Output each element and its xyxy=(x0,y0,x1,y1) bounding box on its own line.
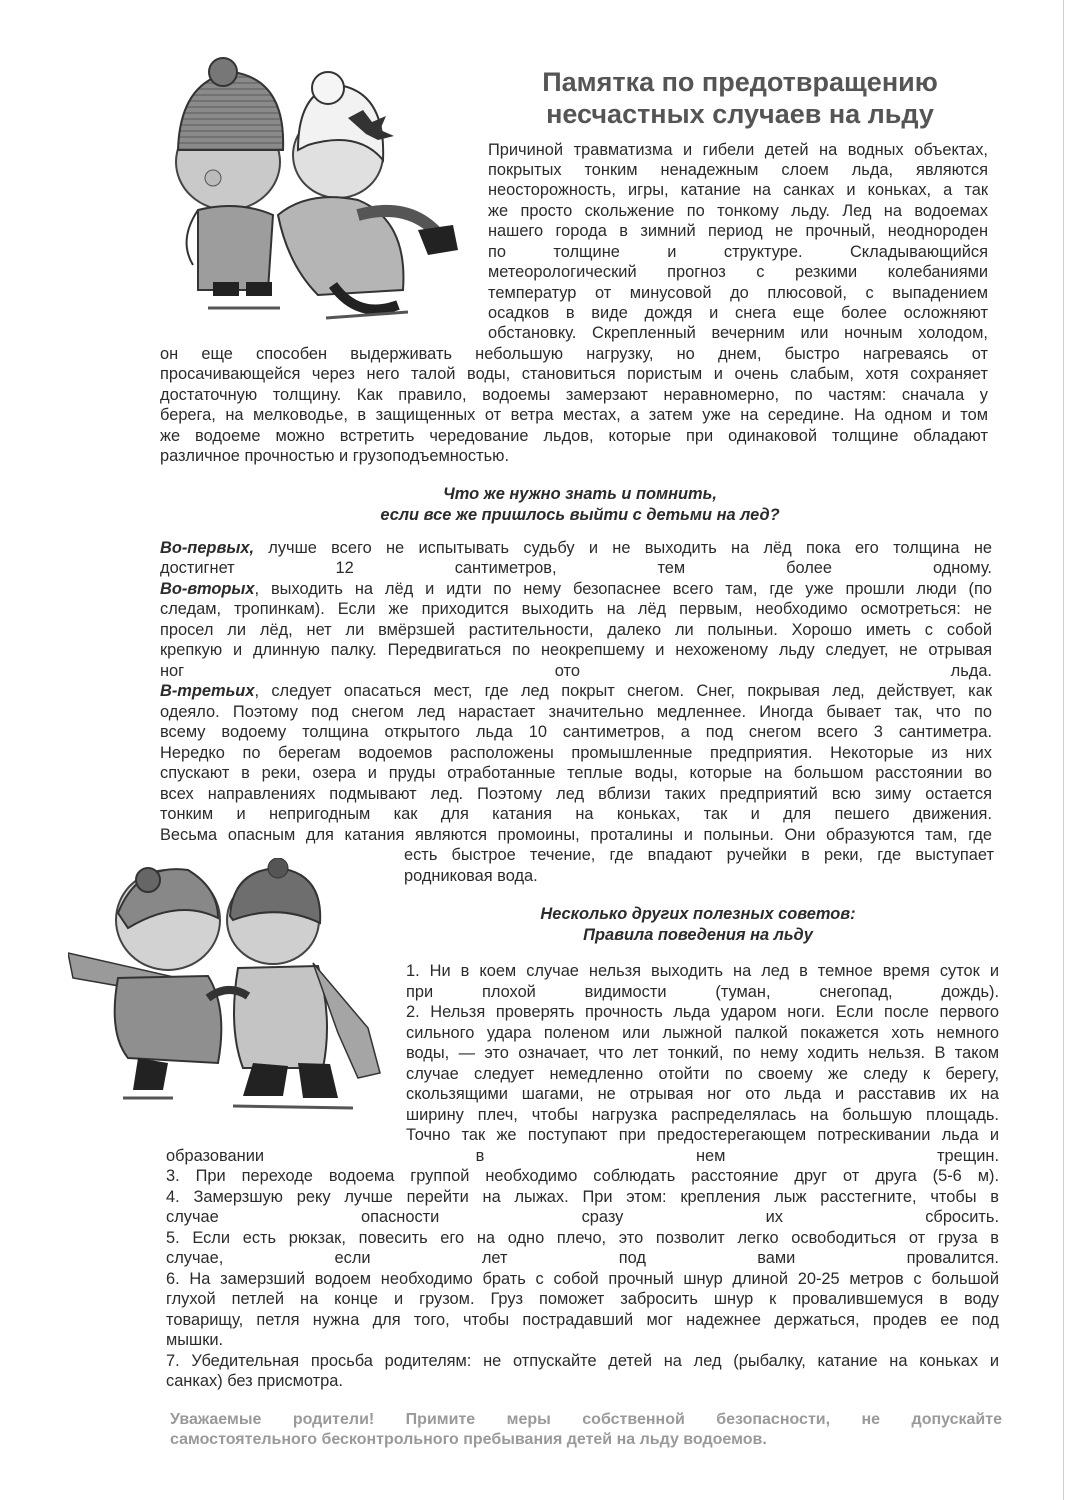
rule-wide-line-2: 3. При переходе водоема группой необходимо соблюдать расстояние друг от друга (5-6 м). xyxy=(166,1167,999,1185)
rule-wide-line-3: 4. Замерзшую реку лучше перейти на лыжах. При этом: крепления лыж расстегните, чтобы в xyxy=(166,1188,999,1206)
page-edge-line xyxy=(1063,0,1064,1500)
third-point-line-5: спускают в реки, озера и пруды отработанные теплые воды, которые на большом расстоянии во xyxy=(160,764,992,782)
intro-wide-line-1: он еще способен выдерживать небольшую нагрузку, но днем, быстро нагреваясь от xyxy=(160,345,988,363)
intro-wide-line-4: берега, на мелководье, в защищенных от ветра местах, а затем уже на середине. На одном и том xyxy=(160,406,988,424)
rule-line-1: 1. Ни в коем случае нельзя выходить на лед в темное время суток и xyxy=(406,962,999,980)
intro-last-line: различное прочностью и грузоподъемностью. xyxy=(160,447,509,465)
page-title xyxy=(470,66,1010,130)
rule-wide-line-7: 6. На замерзший водоем необходимо брать с собой прочный шнур длиной 20-25 метров с большой xyxy=(166,1270,999,1288)
title-line-1: Памятка по предотвращению xyxy=(542,67,938,97)
intro-line-5: нашего города в зимний период не прочный, неоднороден xyxy=(488,222,988,240)
rule-wide-line-9: товарищу, петля нужна для того, чтобы пострадавший мог надежнее держаться, продев ее под xyxy=(166,1311,999,1329)
rule-wide-line-6: случае, если лет под вами провалится. xyxy=(166,1249,999,1267)
first-point-line-1 xyxy=(160,538,992,558)
intro-wide-line-5: же водоеме можно встретить чередование льдов, которые при одинаковой толщине обладают xyxy=(160,427,988,445)
third-point-line-6: всех направлениях подмывают лед. Поэтому лед вблизи таких предприятий всю зиму остается xyxy=(160,785,992,803)
third-point-line-8: Весьма опасным для катания являются промоины, проталины и полыньи. Они образуются там, где xyxy=(160,826,992,844)
second-point-line-3: просел ли лёд, нет ли вмёрзшей растительности, далеко ли полыньи. Хорошо иметь с собой xyxy=(160,621,992,639)
first-point-label: Во-первых, xyxy=(160,539,255,557)
rule-line-8: ширину плеч, чтобы нагрузка распределялась на большую площадь. xyxy=(406,1106,999,1124)
second-point-line-1 xyxy=(160,579,992,599)
rule-line-9: Точно так же поступают при предостерегающем потрескивании льда и xyxy=(406,1126,999,1144)
rule-line-5: воды, — это означает, что лет тонкий, по нему ходить нельзя. В таком xyxy=(406,1044,999,1062)
intro-line-10: обстановку. Скрепленный вечерним или ночным холодом, xyxy=(488,324,988,342)
first-point-text: лучше всего не испытывать судьбу и не выходить на лёд пока его толщина не xyxy=(254,539,992,557)
intro-line-8: температур от минусовой до плюсовой, с выпадением xyxy=(488,284,988,302)
rule-line-3: 2. Нельзя проверять прочность льда ударом ноги. Если после первого xyxy=(406,1003,999,1021)
third-point-line-7: тонким и непригодным как для катания на коньках, так и для пешего движения. xyxy=(160,805,992,823)
rule-line-2: при плохой видимости (туман, снегопад, дождь). xyxy=(406,983,999,1001)
second-point-label: Во-вторых xyxy=(160,580,255,598)
rule-wide-line-4: случае опасности сразу их сбросить. xyxy=(166,1208,999,1226)
intro-line-1: Причиной травматизма и гибели детей на водных объектах, xyxy=(488,141,988,159)
intro-line-7: метеорологический прогноз с резкими колебаниями xyxy=(488,263,988,281)
skating-children-illustration-top xyxy=(158,50,478,330)
third-point-line-1 xyxy=(160,681,992,701)
rule-left-line-3: санках) без присмотра. xyxy=(166,1372,343,1390)
section2-heading-line-2: Правила поведения на льду xyxy=(583,926,813,944)
intro-line-4: же просто скольжение по тонкому льду. Лед на водоемах xyxy=(488,202,988,220)
third-point-line-9: есть быстрое течение, где впадают ручейки в реки, где выступает xyxy=(404,846,994,864)
intro-wide-line-3: достаточную толщину. Как правило, водоемы замерзают неравномерно, по частям: сначала у xyxy=(160,386,988,404)
third-point-text: , следует опасаться мест, где лед покрыт снегом. Снег, покрывая лед, действует, как xyxy=(254,682,992,700)
rule-wide-line-8: глухой петлей на конце и грузом. Груз поможет забросить шнур к провалившемуся в воду xyxy=(166,1290,999,1308)
rule-line-7: скользящими шагами, не отрывая ног ото льда и расставив их на xyxy=(406,1085,999,1103)
rule-wide-line-5: 5. Если есть рюкзак, повесить его на одно плечо, это позволит легко освободиться от груза в xyxy=(166,1229,999,1247)
third-point-label: В-третьих xyxy=(160,682,255,700)
skating-children-illustration-bottom xyxy=(68,858,400,1118)
third-point-line-2: одеяло. Поэтому под снегом лед нарастает значительно медленнее. Иногда бывает так, что по xyxy=(160,703,992,721)
section2-heading xyxy=(398,904,998,946)
rule-left-line-1: мышки. xyxy=(166,1331,224,1349)
rule-line-4: сильного удара поленом или лыжной палкой покажется хоть немного xyxy=(406,1024,999,1042)
section1-heading-line-2: если все же пришлось выйти с детьми на лед? xyxy=(380,506,780,524)
footer-line-2: самостоятельного бесконтрольного пребывания детей на льду водоемов. xyxy=(170,1431,767,1448)
second-point-line-4: крепкую и длинную палку. Передвигаться по неокрепшему и нехоженому льду следует, не отрывая xyxy=(160,641,992,659)
intro-line-3: неосторожность, игры, катание на санках и коньках, а так xyxy=(488,181,988,199)
intro-line-2: покрытых тонким ненадежным слоем льда, являются xyxy=(488,161,988,179)
intro-wide-line-2: просачивающейся через него талой воды, становиться пористым и очень слабым, хотя сохраняет xyxy=(160,365,988,383)
second-point-line-5: ног ото льда. xyxy=(160,662,992,680)
rule-left-line-2: 7. Убедительная просьба родителям: не отпускайте детей на лед (рыбалку, катание на коньках и xyxy=(166,1352,999,1370)
first-point-line-2: достигнет 12 сантиметров, тем более одному. xyxy=(160,559,992,577)
intro-line-9: осадков в виде дождя и снега еще более осложняют xyxy=(488,304,988,322)
section1-heading-line-1: Что же нужно знать и помнить, xyxy=(443,485,717,503)
rule-line-6: случае следует немедленно отойти по своему же следу к берегу, xyxy=(406,1065,999,1083)
third-point-line-3: всему водоему толщина открытого льда 10 сантиметров, а под снегом всего 3 сантиметра. xyxy=(160,723,992,741)
footer-line-1: Уважаемые родители! Примите меры собственной безопасности, не допускайте xyxy=(170,1411,1002,1428)
intro-line-6: по толщине и структуре. Складывающийся xyxy=(488,243,988,261)
title-line-2: несчастных случаев на льду xyxy=(546,99,934,129)
third-point-line-10: родниковая вода. xyxy=(404,867,538,885)
rule-wide-line-1: образовании в нем трещин. xyxy=(166,1147,999,1165)
section2-heading-line-1: Несколько других полезных советов: xyxy=(540,905,856,923)
section1-heading xyxy=(280,484,880,526)
third-point-line-4: Нередко по берегам водоемов расположены промышленные предприятия. Некоторые из них xyxy=(160,744,992,762)
second-point-line-2: следам, тропинкам). Если же приходится выходить на лёд первым, необходимо осмотреться: не xyxy=(160,600,992,618)
second-point-text: , выходить на лёд и идти по нему безопаснее всего там, где уже прошли люди (по xyxy=(254,580,992,598)
